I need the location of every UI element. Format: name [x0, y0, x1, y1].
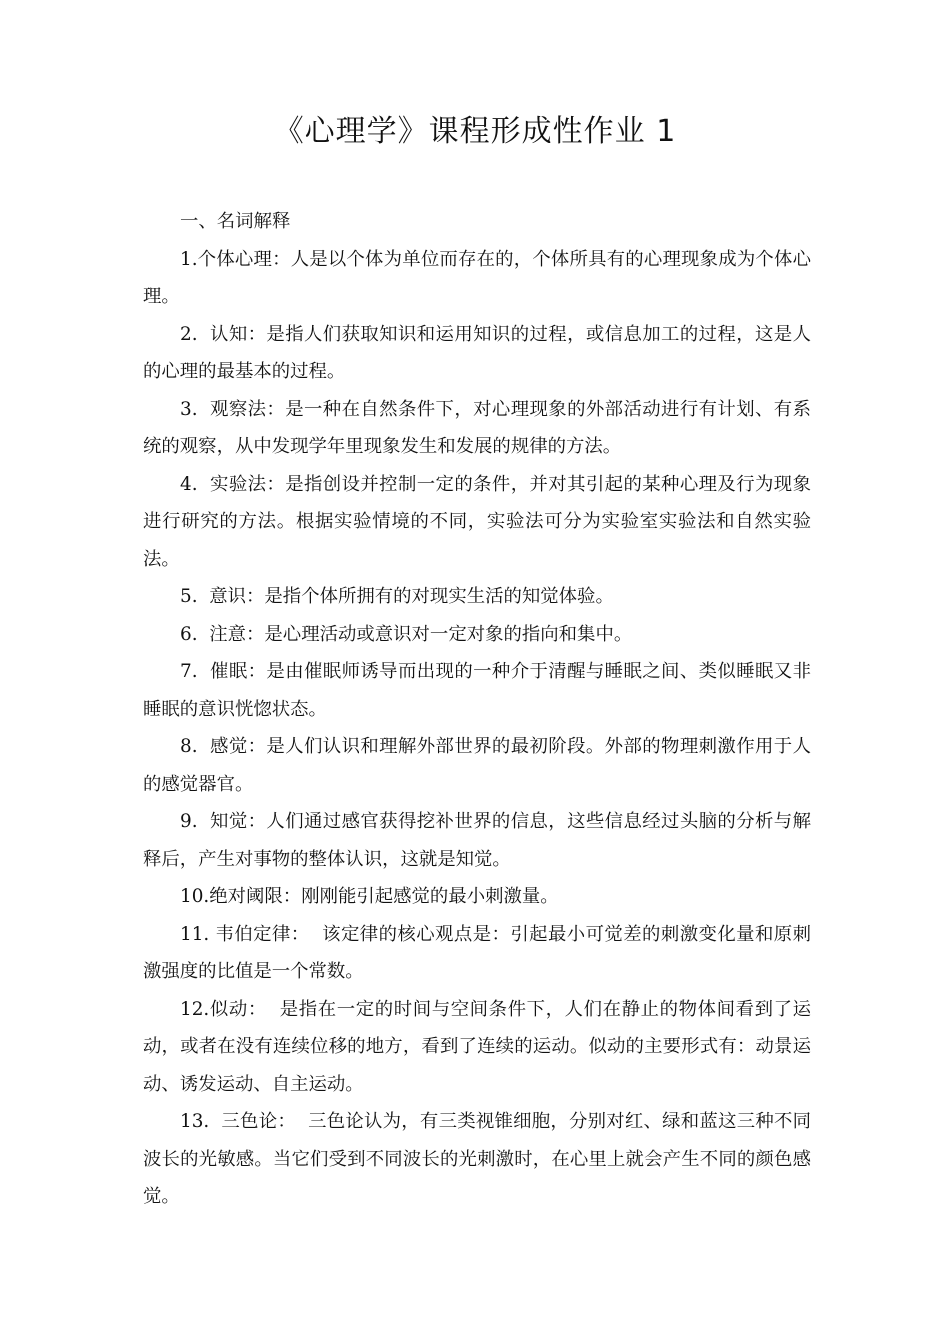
section-heading: 一、名词解释: [180, 211, 291, 232]
document-body: [143, 203, 811, 1216]
document-title: 《心理学》课程形成性作业 1: [273, 114, 677, 149]
term-entry-attention: 6. 注意：是心理活动或意识对一定对象的指向和集中。: [180, 623, 633, 645]
term-entry-observation-method: 3. 观察法：是一种在自然条件下，对心理现象的外部活动进行有计划、有系统的观察，从中发现学年里现象发生和发展的规律的方法。: [143, 398, 811, 457]
term-entry-individual-psychology: 1.个体心理：人是以个体为单位而存在的，个体所具有的心理现象成为个体心理。: [143, 248, 811, 307]
term-entry-experimental-method: 4. 实验法：是指创设并控制一定的条件，并对其引起的某种心理及行为现象进行研究的方法。根据实验情境的不同，实验法可分为实验室实验法和自然实验法。: [143, 473, 811, 570]
term-entry-absolute-threshold: 10.绝对阈限：刚刚能引起感觉的最小刺激量。: [180, 886, 559, 907]
term-entry-perception: 9. 知觉：人们通过感官获得挖补世界的信息，这些信息经过头脑的分析与解释后，产生对事物的整体认识，这就是知觉。: [143, 811, 811, 870]
term-entry-trichromatic-theory: 13. 三色论： 三色论认为，有三类视锥细胞，分别对红、绿和蓝这三种不同波长的光敏感。当它们受到不同波长的光刺激时，在心里上就会产生不同的颜色感觉。: [143, 1111, 811, 1207]
term-entry-apparent-motion: 12.似动： 是指在一定的时间与空间条件下，人们在静止的物体间看到了运动，或者在没有连续位移的地方，看到了连续的运动。似动的主要形式有：动景运动、诱发运动、自主运动。: [143, 998, 811, 1095]
term-entry-weber-law: 11. 韦伯定律： 该定律的核心观点是：引起最小可觉差的刺激变化量和原刺激强度的比值是一个常数。: [143, 923, 811, 982]
term-entry-cognition: 2. 认知：是指人们获取知识和运用知识的过程，或信息加工的过程，这是人的心理的最基本的过程。: [143, 323, 811, 382]
term-entry-sensation: 8. 感觉：是人们认识和理解外部世界的最初阶段。外部的物理刺激作用于人的感觉器官。: [143, 736, 811, 795]
term-entry-consciousness: 5. 意识：是指个体所拥有的对现实生活的知觉体验。: [180, 586, 614, 607]
term-entry-hypnosis: 7. 催眠：是由催眠师诱导而出现的一种介于清醒与睡眠之间、类似睡眠又非睡眠的意识恍惚状态。: [143, 661, 811, 720]
